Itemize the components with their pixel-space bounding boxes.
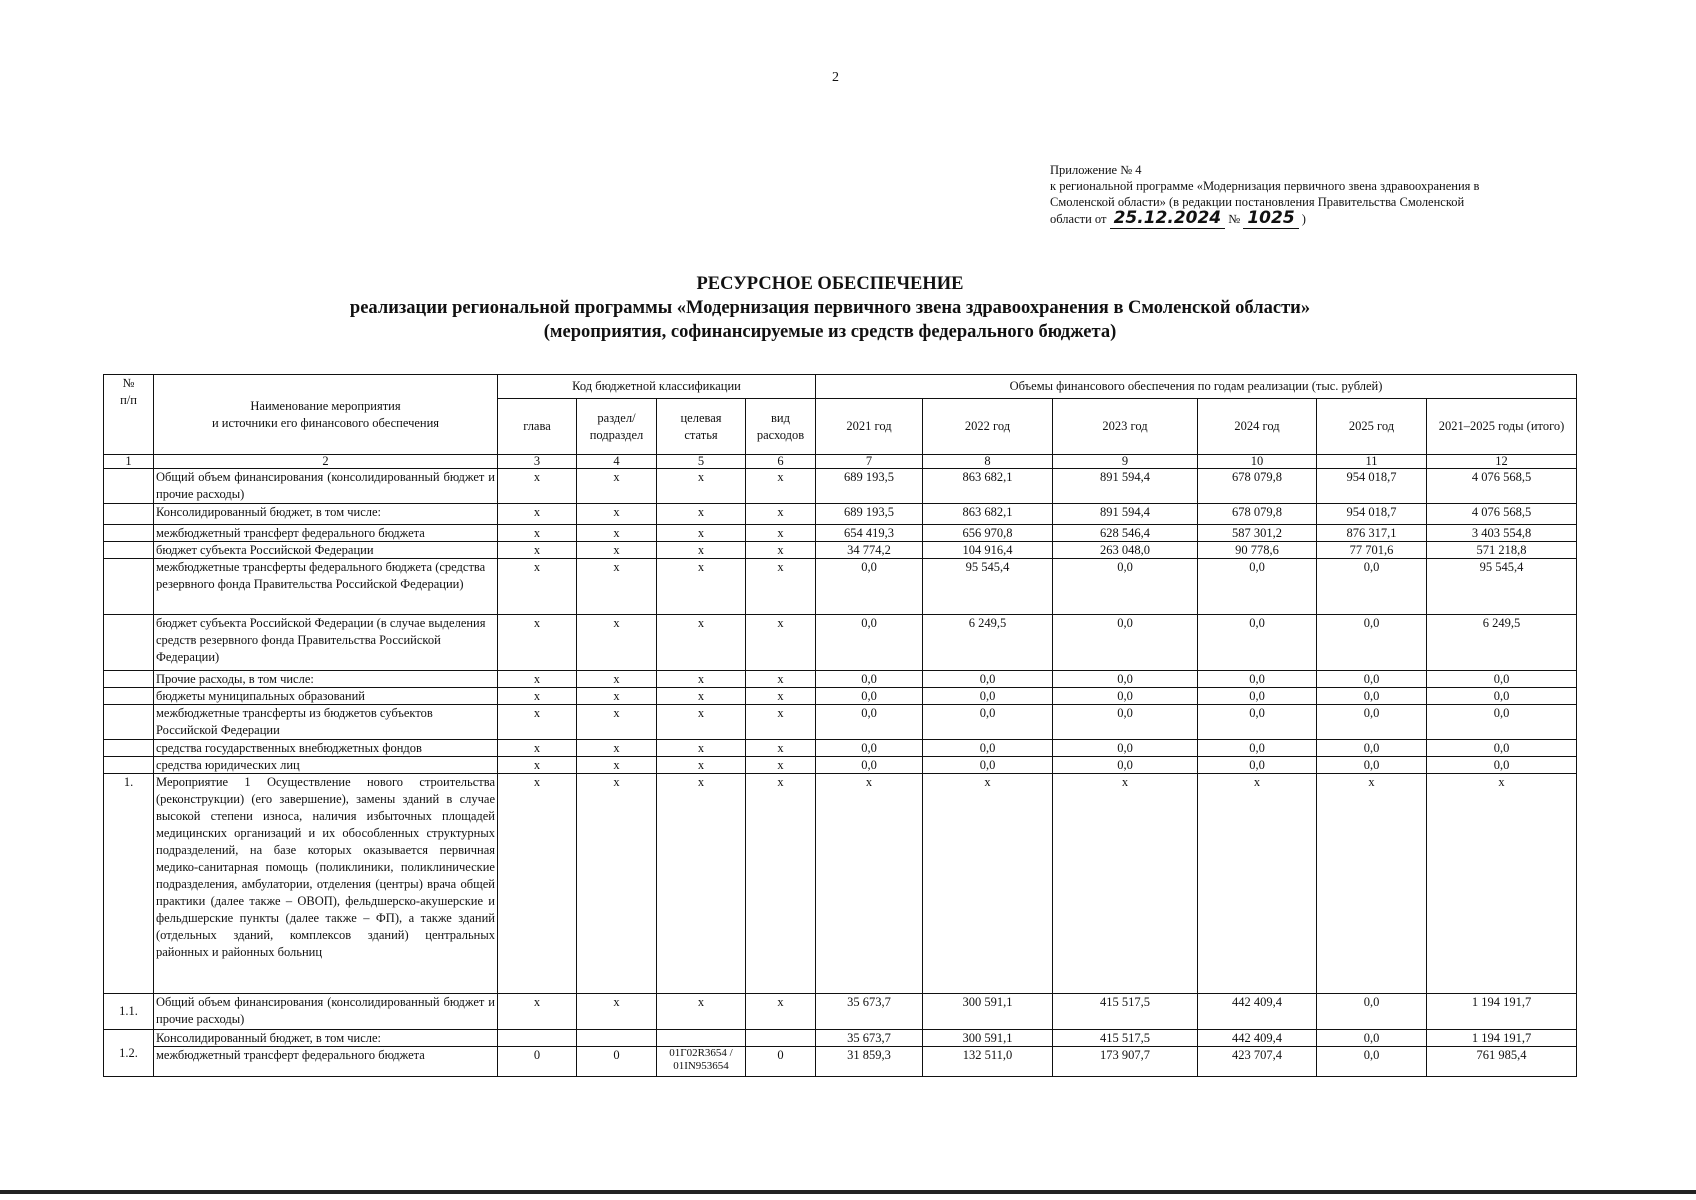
value-total: 1 194 191,7 [1427, 1030, 1577, 1047]
value-2023: 0,0 [1053, 615, 1198, 671]
row-name: Мероприятие 1 Осуществление нового строительства (реконструкции) (его завершение), замены зданий в случае высокой степени износа, наличия избыточных площадей медицинских организаций и их обособленных структурных подразделений, на базе которых оказывается первичная медико-санитарная помощь (поликлиники, поликлинические подразделения, амбулатории, отделения (центры) врача общей практики (далее также – ОВОП), фельдшерско-акушерские и фельдшерские пункты (далее также – ФП), а также зданий (отдельных зданий, комплексов зданий) центральных районных и районных больниц [154, 774, 498, 994]
kbk-vid: х [746, 525, 816, 542]
header-glava: глава [498, 399, 577, 455]
value-2021: 689 193,5 [816, 504, 923, 525]
row-name: Консолидированный бюджет, в том числе: [154, 1030, 498, 1047]
value-2024: 678 079,8 [1198, 469, 1317, 504]
appendix-line-2: к региональной программе «Модернизация первичного звена здравоохранения в [1050, 179, 1480, 193]
kbk-glava [498, 1030, 577, 1047]
kbk-razdel: х [577, 740, 657, 757]
value-2021: 31 859,3 [816, 1047, 923, 1077]
value-2023: 628 546,4 [1053, 525, 1198, 542]
kbk-glava: х [498, 542, 577, 559]
value-2025: 0,0 [1317, 994, 1427, 1030]
value-2022: 300 591,1 [923, 994, 1053, 1030]
value-2024: 587 301,2 [1198, 525, 1317, 542]
value-total: 0,0 [1427, 757, 1577, 774]
value-2021: 0,0 [816, 705, 923, 740]
kbk-vid: 0 [746, 1047, 816, 1077]
kbk-statya: х [657, 740, 746, 757]
kbk-razdel: х [577, 774, 657, 994]
value-2021: 0,0 [816, 671, 923, 688]
table-row [104, 542, 1577, 559]
col-number: 4 [577, 455, 657, 469]
value-2023: 0,0 [1053, 757, 1198, 774]
col-number: 9 [1053, 455, 1198, 469]
row-num [104, 542, 154, 559]
kbk-razdel: х [577, 757, 657, 774]
value-2024: х [1198, 774, 1317, 994]
row-name: Общий объем финансирования (консолидированный бюджет и прочие расходы) [154, 994, 498, 1030]
value-total: 6 249,5 [1427, 615, 1577, 671]
value-2023: 0,0 [1053, 559, 1198, 615]
row-num: 1.1. [104, 994, 154, 1030]
value-2025: 876 317,1 [1317, 525, 1427, 542]
document-title [300, 272, 1360, 344]
value-total: 3 403 554,8 [1427, 525, 1577, 542]
kbk-glava: х [498, 504, 577, 525]
value-2021: 0,0 [816, 559, 923, 615]
appendix-line-1: Приложение № 4 [1050, 163, 1142, 177]
kbk-glava: х [498, 615, 577, 671]
kbk-vid: х [746, 688, 816, 705]
value-2021: 35 673,7 [816, 994, 923, 1030]
col-number: 12 [1427, 455, 1577, 469]
number-label: № [1228, 212, 1241, 226]
kbk-vid: х [746, 705, 816, 740]
value-2023: 415 517,5 [1053, 1030, 1198, 1047]
header-volumes: Объемы финансового обеспечения по годам реализации (тыс. рублей) [816, 375, 1577, 399]
value-2022: 0,0 [923, 688, 1053, 705]
kbk-vid: х [746, 757, 816, 774]
value-2022: 6 249,5 [923, 615, 1053, 671]
value-2022: 656 970,8 [923, 525, 1053, 542]
kbk-statya: х [657, 705, 746, 740]
kbk-glava: х [498, 688, 577, 705]
table-row [104, 504, 1577, 525]
col-number: 1 [104, 455, 154, 469]
row-num [104, 525, 154, 542]
kbk-glava: х [498, 525, 577, 542]
value-2024: 0,0 [1198, 559, 1317, 615]
kbk-statya: х [657, 504, 746, 525]
value-2021: 0,0 [816, 688, 923, 705]
kbk-statya: х [657, 615, 746, 671]
kbk-razdel: х [577, 504, 657, 525]
value-2024: 0,0 [1198, 615, 1317, 671]
kbk-razdel: х [577, 525, 657, 542]
kbk-glava: х [498, 740, 577, 757]
value-2022: 0,0 [923, 757, 1053, 774]
row-name: средства государственных внебюджетных фондов [154, 740, 498, 757]
table-row [104, 757, 1577, 774]
value-total: 0,0 [1427, 688, 1577, 705]
value-2022: 132 511,0 [923, 1047, 1053, 1077]
value-2022: 300 591,1 [923, 1030, 1053, 1047]
value-total: 0,0 [1427, 705, 1577, 740]
value-total: 4 076 568,5 [1427, 469, 1577, 504]
kbk-vid: х [746, 774, 816, 994]
kbk-razdel: х [577, 615, 657, 671]
kbk-razdel: х [577, 705, 657, 740]
value-2024: 90 778,6 [1198, 542, 1317, 559]
table-row [104, 525, 1577, 542]
kbk-razdel [577, 1030, 657, 1047]
table-row [104, 1047, 1577, 1077]
kbk-statya: х [657, 774, 746, 994]
row-num [104, 504, 154, 525]
handwritten-date: 25.12.2024 [1110, 208, 1226, 229]
value-2024: 423 707,4 [1198, 1047, 1317, 1077]
kbk-glava: х [498, 469, 577, 504]
kbk-statya: х [657, 559, 746, 615]
value-2021: 0,0 [816, 615, 923, 671]
appendix-line-3: Смоленской области» (в редакции постановления Правительства Смоленской [1050, 195, 1465, 209]
value-2025: 0,0 [1317, 1047, 1427, 1077]
row-num: 1. [104, 774, 154, 994]
kbk-vid: х [746, 469, 816, 504]
kbk-statya: х [657, 994, 746, 1030]
value-2023: 173 907,7 [1053, 1047, 1198, 1077]
value-2025: 0,0 [1317, 615, 1427, 671]
value-2024: 0,0 [1198, 757, 1317, 774]
value-2025: 0,0 [1317, 757, 1427, 774]
row-name: Консолидированный бюджет, в том числе: [154, 504, 498, 525]
table-row [104, 688, 1577, 705]
value-2023: 263 048,0 [1053, 542, 1198, 559]
value-2023: 0,0 [1053, 671, 1198, 688]
value-2025: 954 018,7 [1317, 504, 1427, 525]
kbk-glava: х [498, 671, 577, 688]
value-total: 4 076 568,5 [1427, 504, 1577, 525]
kbk-glava: х [498, 705, 577, 740]
col-number: 3 [498, 455, 577, 469]
value-2022: 0,0 [923, 740, 1053, 757]
col-number: 7 [816, 455, 923, 469]
kbk-razdel: х [577, 469, 657, 504]
value-2023: х [1053, 774, 1198, 994]
row-name: межбюджетный трансферт федерального бюджета [154, 525, 498, 542]
value-2025: 0,0 [1317, 671, 1427, 688]
header-2024: 2024 год [1198, 399, 1317, 455]
table-row [104, 994, 1577, 1030]
header-vid: вид расходов [746, 399, 816, 455]
table-row-measure-1 [104, 774, 1577, 994]
value-total: 0,0 [1427, 671, 1577, 688]
value-2021: 0,0 [816, 757, 923, 774]
row-num [104, 559, 154, 615]
value-2021: х [816, 774, 923, 994]
row-num [104, 615, 154, 671]
value-total: 1 194 191,7 [1427, 994, 1577, 1030]
title-line-1: РЕСУРСНОЕ ОБЕСПЕЧЕНИЕ [696, 274, 964, 294]
value-total: 95 545,4 [1427, 559, 1577, 615]
col-number: 2 [154, 455, 498, 469]
kbk-glava: 0 [498, 1047, 577, 1077]
value-2025: х [1317, 774, 1427, 994]
header-total: 2021–2025 годы (итого) [1427, 399, 1577, 455]
row-name: бюджет субъекта Российской Федерации [154, 542, 498, 559]
kbk-vid: х [746, 671, 816, 688]
value-2024: 0,0 [1198, 740, 1317, 757]
value-2025: 0,0 [1317, 688, 1427, 705]
value-2024: 442 409,4 [1198, 1030, 1317, 1047]
row-name: бюджеты муниципальных образований [154, 688, 498, 705]
header-2025: 2025 год [1317, 399, 1427, 455]
table-row [104, 469, 1577, 504]
table-row [104, 740, 1577, 757]
header-num: № п/п [104, 375, 154, 455]
kbk-razdel: х [577, 994, 657, 1030]
value-2025: 0,0 [1317, 740, 1427, 757]
kbk-vid [746, 1030, 816, 1047]
kbk-razdel: х [577, 671, 657, 688]
value-2025: 954 018,7 [1317, 469, 1427, 504]
title-line-3: (мероприятия, софинансируемые из средств федерального бюджета) [543, 322, 1117, 342]
kbk-glava: х [498, 994, 577, 1030]
kbk-statya: х [657, 671, 746, 688]
value-2023: 891 594,4 [1053, 469, 1198, 504]
value-2022: 95 545,4 [923, 559, 1053, 615]
value-2021: 654 419,3 [816, 525, 923, 542]
header-name: Наименование мероприятия и источники его финансового обеспечения [154, 375, 498, 455]
appendix-note [1050, 162, 1570, 227]
value-2021: 0,0 [816, 740, 923, 757]
row-name: межбюджетный трансферт федерального бюджета [154, 1047, 498, 1077]
value-2024: 442 409,4 [1198, 994, 1317, 1030]
kbk-vid: х [746, 559, 816, 615]
value-2023: 0,0 [1053, 705, 1198, 740]
row-name: межбюджетные трансферты из бюджетов субъектов Российской Федерации [154, 705, 498, 740]
kbk-statya: х [657, 757, 746, 774]
value-2021: 34 774,2 [816, 542, 923, 559]
row-num [104, 688, 154, 705]
table-row [104, 705, 1577, 740]
kbk-statya: х [657, 688, 746, 705]
row-name: Прочие расходы, в том числе: [154, 671, 498, 688]
row-name: средства юридических лиц [154, 757, 498, 774]
kbk-statya: 01Г02R3654 / 01IN953654 [657, 1047, 746, 1077]
value-total: 761 985,4 [1427, 1047, 1577, 1077]
value-2022: 104 916,4 [923, 542, 1053, 559]
kbk-statya: х [657, 542, 746, 559]
appendix-line-4 [1050, 210, 1570, 227]
value-2025: 0,0 [1317, 1030, 1427, 1047]
value-2024: 0,0 [1198, 688, 1317, 705]
value-2022: х [923, 774, 1053, 994]
resource-table [103, 374, 1577, 1077]
header-2023: 2023 год [1053, 399, 1198, 455]
header-razdel: раздел/ подраздел [577, 399, 657, 455]
closing-paren: ) [1301, 212, 1306, 226]
value-2021: 35 673,7 [816, 1030, 923, 1047]
row-name: межбюджетные трансферты федерального бюджета (средства резервного фонда Правительства Российской Федерации) [154, 559, 498, 615]
kbk-razdel: х [577, 688, 657, 705]
table-row [104, 1030, 1577, 1047]
table-row [104, 615, 1577, 671]
value-2023: 415 517,5 [1053, 994, 1198, 1030]
col-number: 6 [746, 455, 816, 469]
kbk-razdel: х [577, 559, 657, 615]
kbk-vid: х [746, 740, 816, 757]
kbk-vid: х [746, 615, 816, 671]
kbk-statya: х [657, 525, 746, 542]
kbk-statya: х [657, 469, 746, 504]
kbk-glava: х [498, 559, 577, 615]
value-2022: 863 682,1 [923, 504, 1053, 525]
value-2024: 0,0 [1198, 671, 1317, 688]
value-2024: 678 079,8 [1198, 504, 1317, 525]
row-name: Общий объем финансирования (консолидированный бюджет и прочие расходы) [154, 469, 498, 504]
resource-table-wrap [103, 374, 1577, 1077]
header-2022: 2022 год [923, 399, 1053, 455]
kbk-vid: х [746, 994, 816, 1030]
header-statya: целевая статья [657, 399, 746, 455]
value-total: 571 218,8 [1427, 542, 1577, 559]
kbk-razdel: 0 [577, 1047, 657, 1077]
row-num [104, 740, 154, 757]
row-num [104, 757, 154, 774]
value-2021: 689 193,5 [816, 469, 923, 504]
row-num: 1.2. [104, 1030, 154, 1077]
value-2025: 0,0 [1317, 559, 1427, 615]
value-2025: 0,0 [1317, 705, 1427, 740]
value-2023: 891 594,4 [1053, 504, 1198, 525]
kbk-vid: х [746, 504, 816, 525]
kbk-statya [657, 1030, 746, 1047]
value-2022: 0,0 [923, 671, 1053, 688]
page-number: 2 [832, 70, 839, 85]
header-kbk: Код бюджетной классификации [498, 375, 816, 399]
value-total: 0,0 [1427, 740, 1577, 757]
row-num [104, 469, 154, 504]
header-2021: 2021 год [816, 399, 923, 455]
title-line-2: реализации региональной программы «Модернизация первичного звена здравоохранения в Смоленской области» [349, 298, 1311, 318]
value-2024: 0,0 [1198, 705, 1317, 740]
value-2022: 863 682,1 [923, 469, 1053, 504]
kbk-vid: х [746, 542, 816, 559]
kbk-glava: х [498, 774, 577, 994]
col-number: 8 [923, 455, 1053, 469]
appendix-date-prefix: области от [1050, 212, 1107, 226]
value-2025: 77 701,6 [1317, 542, 1427, 559]
value-2022: 0,0 [923, 705, 1053, 740]
table-row [104, 559, 1577, 615]
kbk-razdel: х [577, 542, 657, 559]
table-row [104, 671, 1577, 688]
row-num [104, 705, 154, 740]
scan-edge-line [0, 1190, 1696, 1194]
value-total: х [1427, 774, 1577, 994]
value-2023: 0,0 [1053, 688, 1198, 705]
row-name: бюджет субъекта Российской Федерации (в случае выделения средств резервного фонда Правительства Российской Федерации) [154, 615, 498, 671]
value-2023: 0,0 [1053, 740, 1198, 757]
column-number-row [104, 455, 1577, 469]
col-number: 5 [657, 455, 746, 469]
kbk-glava: х [498, 757, 577, 774]
col-number: 11 [1317, 455, 1427, 469]
col-number: 10 [1198, 455, 1317, 469]
row-num [104, 671, 154, 688]
handwritten-number: 1025 [1243, 208, 1298, 229]
